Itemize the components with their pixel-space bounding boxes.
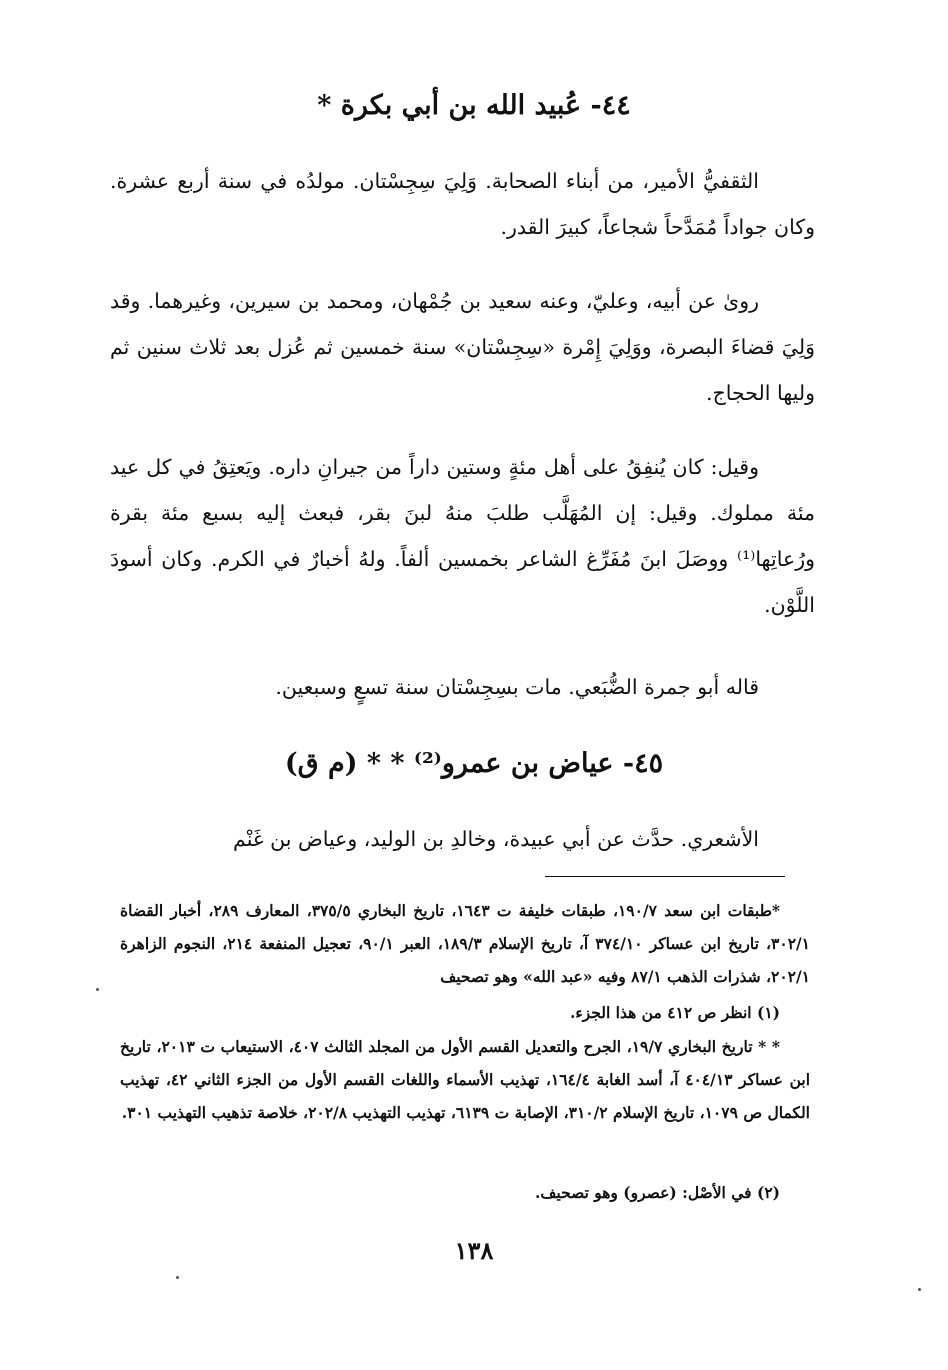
footnote-separator xyxy=(545,876,785,877)
paper-speck xyxy=(176,1276,179,1279)
footnote-2: (٢) في الأصْل: (عصرو) وهو تصحيف. xyxy=(534,1183,780,1202)
entry-44-paragraph-3: وقيل: كان يُنفِقُ على أهل مئةٍ وستين داراً من جيرانِ داره. ويَعتِقُ في كل عيد مئة مملوك. وقيل: إن المُهَلَّب طلبَ منهُ لبنَ بقر، فبعث إليه بسبع مئة بقرة ورُعاتِها⁽¹⁾ ووصَلَ ابنَ مُفَرِّغ الشاعر بخمسين ألفاً. ولهُ أخبارٌ في الكرم. وكان أسودَ اللَّوْن. xyxy=(110,455,815,617)
footnote-1: (١) انظر ص ٤١٢ من هذا الجزء. xyxy=(570,1003,780,1022)
paper-speck xyxy=(96,988,99,991)
entry-44-paragraph-1: الثقفيُّ الأمير، من أبناء الصحابة. وَلِيَ سِجِسْتان. مولدُه في سنة أربع عشرة. وكان جواداً مُمَدَّحاً شجاعاً، كبيرَ القدر. xyxy=(110,169,815,239)
entry-45-heading: ٤٥- عياض بن عمرو⁽²⁾ * * (م ق) xyxy=(284,748,664,779)
footnote-sources-44: *طبقات ابن سعد ١٩٠/٧، طبقات خليفة ت ١٦٤٣، تاريخ البخاري ٣٧٥/٥، المعارف ٢٨٩، أخبار القضاة ٣٠٢/١، تاريخ ابن عساكر ٣٧٤/١٠ آ، تاريخ الإسلام ١٨٩/٣، العبر ٩٠/١، تعجيل المنفعة ٢١٤، النجوم الزاهرة ٢٠٢/١، شذرات الذهب ٨٧/١ وفيه «عبد الله» وهو تصحيف xyxy=(120,901,811,986)
entry-44-heading: ٤٤- عُبيد الله بن أبي بكرة * xyxy=(317,90,631,121)
entry-44-paragraph-4: قاله أبو جمرة الضُّبَعي. مات بسِجِسْتان سنة تسعٍ وسبعين. xyxy=(275,675,759,699)
page-number: ١٣٨ xyxy=(454,1236,494,1265)
paper-speck xyxy=(918,1288,921,1291)
footnote-sources-45: * * تاريخ البخاري ١٩/٧، الجرح والتعديل القسم الأول من المجلد الثالث ٤٠٧، الاستيعاب ت ٢٠١٣، تاريخ ابن عساكر ٤٠٤/١٣ آ، أسد الغابة ١٦٤/٤، تهذيب الأسماء واللغات القسم الأول من الجزء الثاني ٤٢، تهذيب الكمال ص ١٠٧٩، تاريخ الإسلام ٣١٠/٢، الإصابة ت ٦١٣٩، تهذيب التهذيب ٢٠٢/٨، خلاصة تذهيب التهذيب ٣٠١. xyxy=(120,1037,811,1122)
entry-44-paragraph-2: روىٰ عن أبيه، وعليّ، وعنه سعيد بن جُمْهان، ومحمد بن سيرين، وغيرهما. وقد وَلِيَ قضاءَ البصرة، ووَلِيَ إِمْرة «سِجِسْتان» سنة خمسين ثم عُزل بعد ثلاث سنين ثم وليها الحجاج. xyxy=(110,289,815,405)
entry-45-paragraph-1: الأشعري. حدَّث عن أبي عبيدة، وخالدِ بن الوليد، وعياض بن غَنْم xyxy=(233,827,759,851)
